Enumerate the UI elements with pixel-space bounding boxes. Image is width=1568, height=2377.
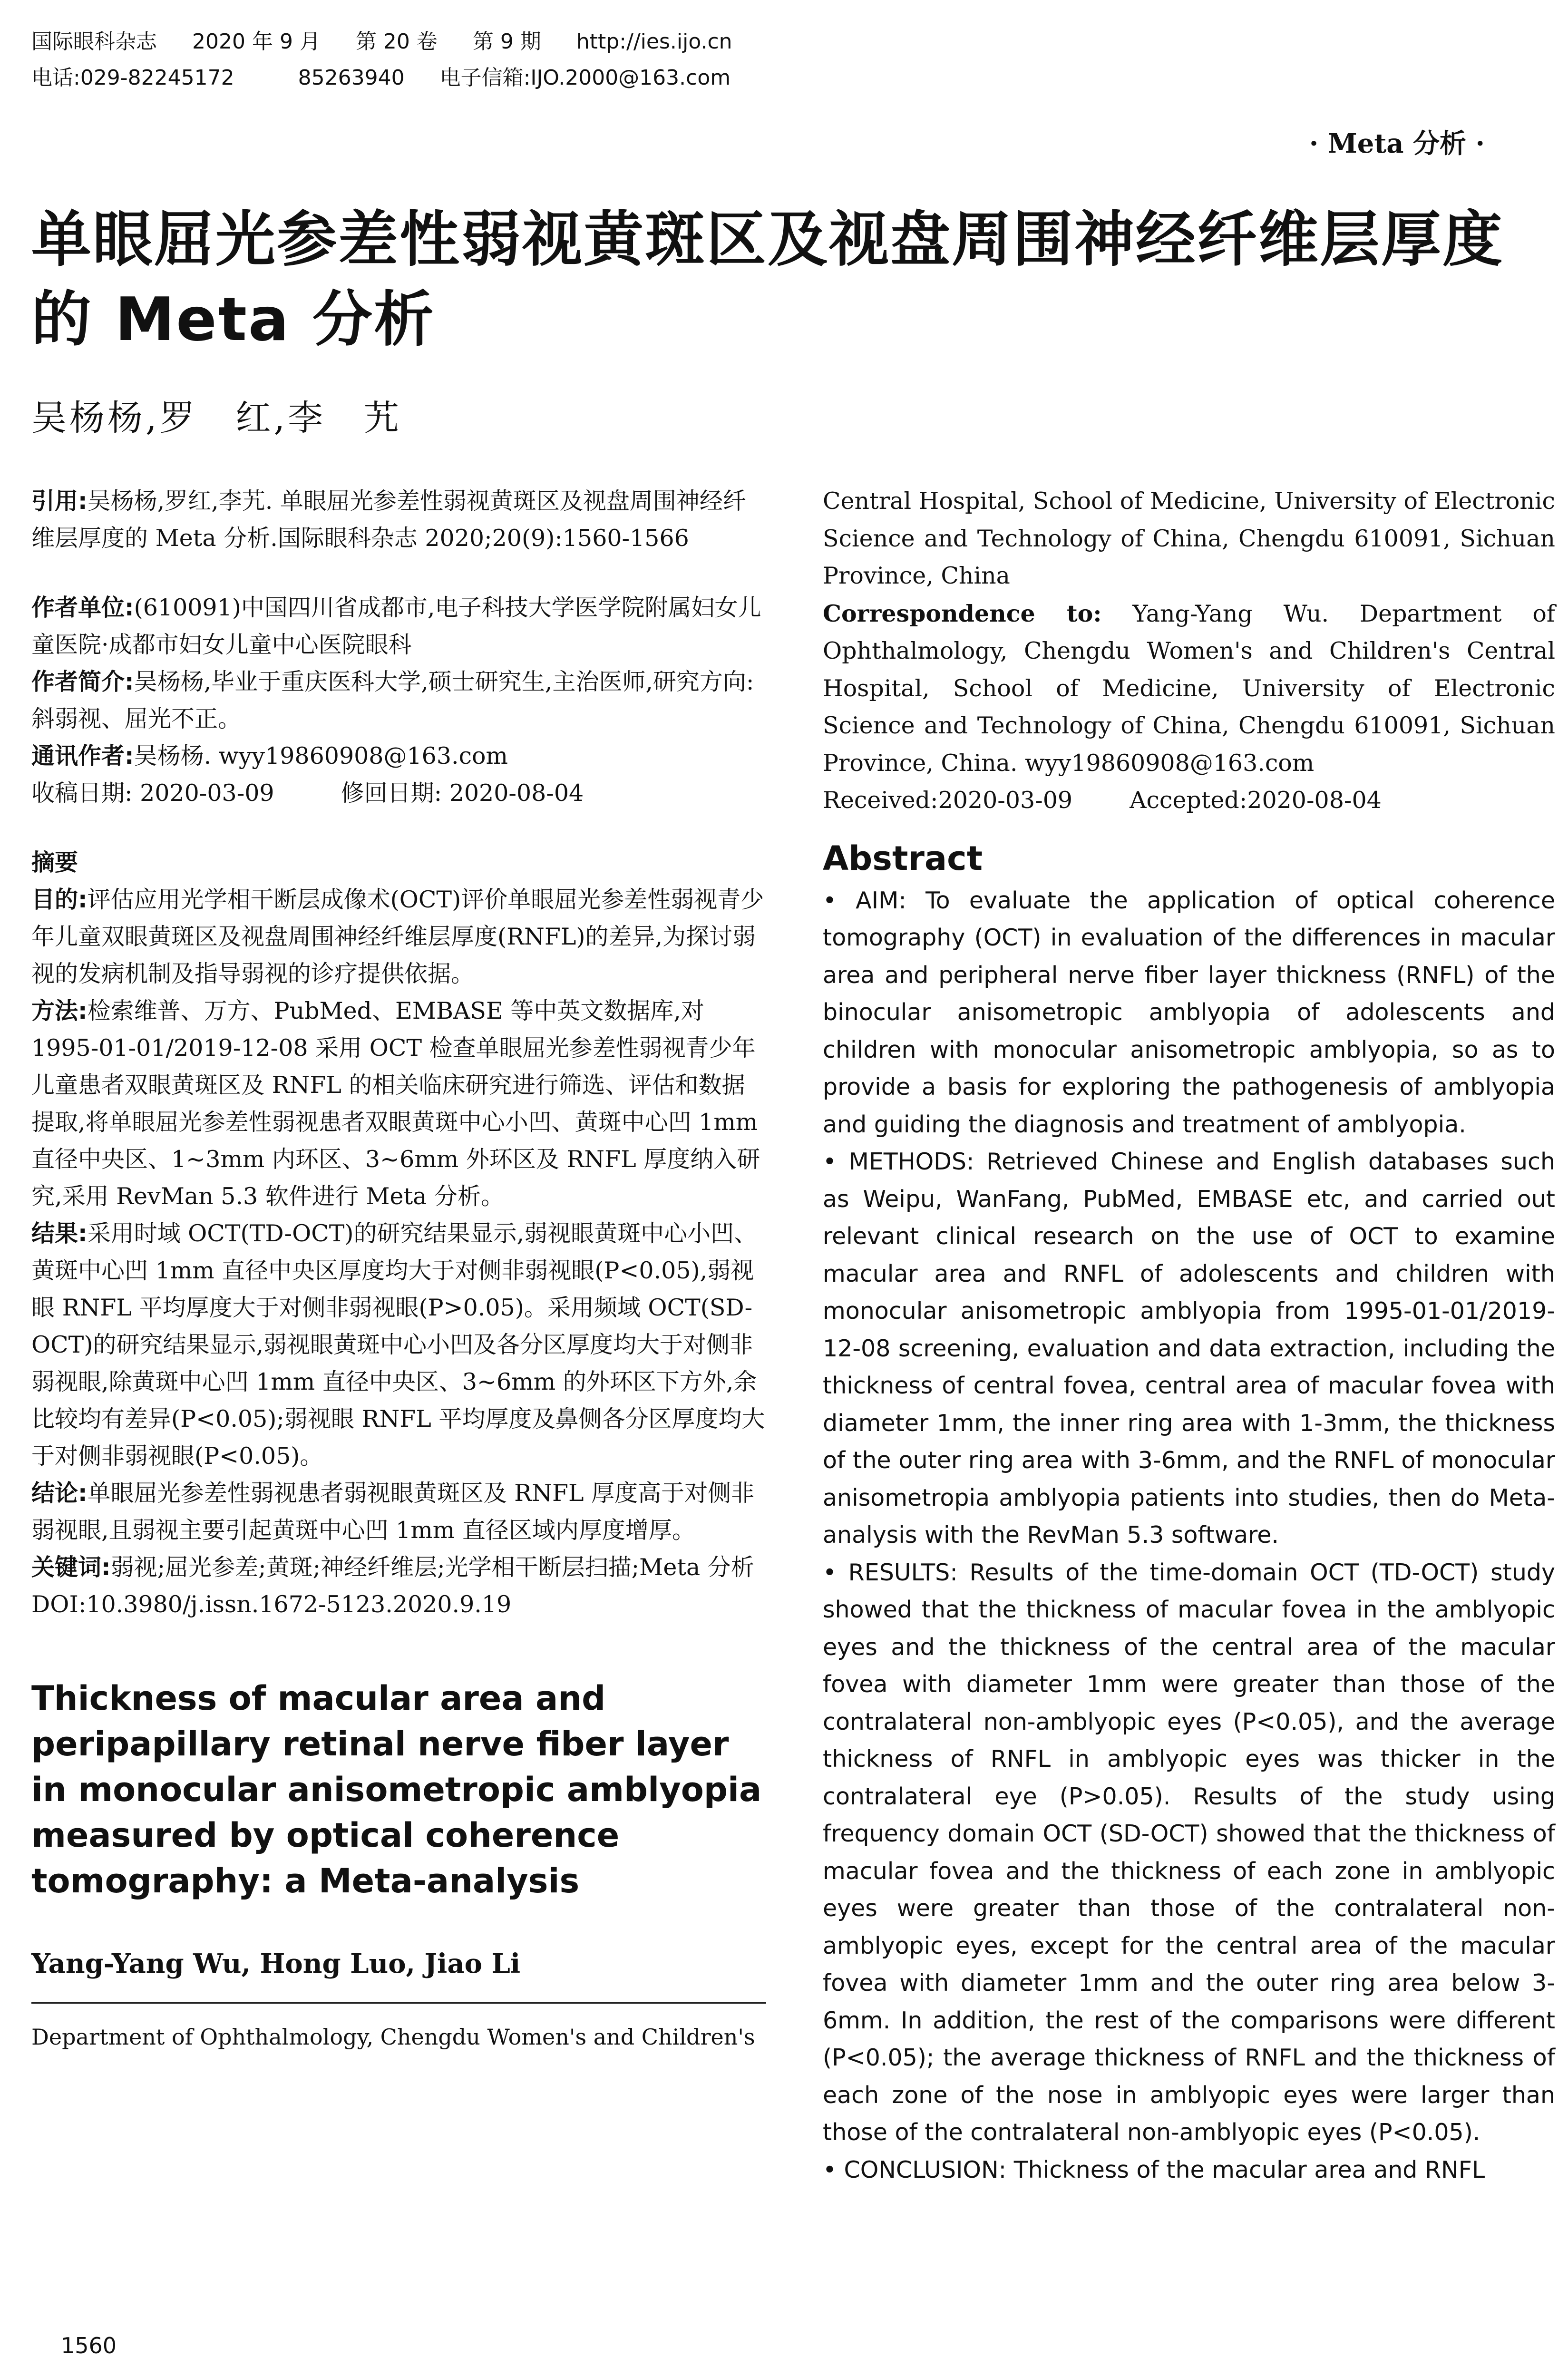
keywords-cn-label: 关键词: xyxy=(31,1554,111,1581)
conclusion-label: • CONCLUSION: xyxy=(823,2156,1007,2183)
telephone: 电话:029-82245172 xyxy=(31,66,234,90)
abstract-cn-results xyxy=(31,1215,766,1475)
doi[interactable]: DOI:10.3980/j.issn.1672-5123.2020.9.19 xyxy=(31,1591,512,1618)
objective-label: 目的: xyxy=(31,886,88,913)
english-abstract-body xyxy=(823,882,1555,2189)
revised-date-cn: 修回日期: 2020-08-04 xyxy=(341,779,584,807)
english-abstract-heading: Abstract xyxy=(823,838,983,878)
results-cn-label: 结果: xyxy=(31,1220,88,1247)
issue-date: 2020 年 9 月 xyxy=(192,29,321,54)
methods-cn-label: 方法: xyxy=(31,997,88,1024)
journal-name: 国际眼科杂志 xyxy=(31,29,157,54)
english-dept-cont: Central Hospital, School of Medicine, University of Electronic Science and Technology of China, Chengdu 610091, Sichuan Province, China xyxy=(823,487,1555,589)
received-date-cn: 收稿日期: 2020-03-09 xyxy=(31,779,274,807)
methods-cn-text: 检索维普、万方、PubMed、EMBASE 等中英文数据库,对 1995-01-01/2019-12-08 采用 OCT 检查单眼屈光参差性弱视青少年儿童患者双眼黄斑区及 RNFL 的相关临床研究进行筛选、评估和数据提取,将单眼屈光参差性弱视患者双眼黄斑中心小凹、黄斑中心凹 1mm 直径中央区、1~3mm 内环区、3~6mm 外环区及 RNFL 厚度纳入研究,采用 RevMan 5.3 软件进行 Meta 分析。 xyxy=(31,997,760,1210)
section-tag: · Meta 分析 · xyxy=(1309,128,1485,159)
right-column xyxy=(823,483,1555,2189)
citation-text: 吴杨杨,罗红,李艽. 单眼屈光参差性弱视黄斑区及视盘周围神经纤维层厚度的 Meta 分析.国际眼科杂志 2020;20(9):1560-1566 xyxy=(31,487,746,552)
abstract-cn-conclusion xyxy=(31,1475,766,1549)
divider-rule xyxy=(31,2002,766,2004)
aim-label: • AIM: xyxy=(823,887,906,914)
english-authors: Yang-Yang Wu, Hong Luo, Jiao Li xyxy=(31,1948,521,1979)
conclusion-cn-label: 结论: xyxy=(31,1480,88,1507)
page-number: 1560 xyxy=(61,2333,117,2358)
conclusion-cn-text: 单眼屈光参差性弱视患者弱视眼黄斑区及 RNFL 厚度高于对侧非弱视眼,且弱视主要引起黄斑中心凹 1mm 直径区域内厚度增厚。 xyxy=(31,1480,755,1544)
results-cn-text: 采用时域 OCT(TD-OCT)的研究结果显示,弱视眼黄斑中心小凹、黄斑中心凹 1mm 直径中央区厚度均大于对侧非弱视眼(P<0.05),弱视眼 RNFL 平均厚度大于对侧非弱视眼(P>0.05)。采用频域 OCT(SD-OCT)的研究结果显示,弱视眼黄斑中心小凹及各分区厚度均大于对侧非弱视眼,除黄斑中心凹 1mm 直径中央区、3~6mm 的外环区下方外,余比较均有差异(P<0.05);弱视眼 RNFL 平均厚度及鼻侧各分区厚度均大于对侧非弱视眼(P<0.05)。 xyxy=(31,1220,765,1470)
english-accepted: Accepted:2020-08-04 xyxy=(1130,787,1382,814)
journal-header-line2 xyxy=(31,64,759,92)
english-corr-label: Correspondence to: xyxy=(823,599,1102,627)
issue: 第 9 期 xyxy=(472,29,541,54)
telephone-2: 85263940 xyxy=(298,66,405,90)
aim-text: To evaluate the application of optical coherence tomography (OCT) in evaluation of the differences in macular area and peripheral nerve fiber layer thickness (RNFL) of the binocular anisometropic amblyopia of adolescents and children with monocular anisometropic amblyopia, so as to provide a basis for exploring the pathogenesis of amblyopia and guiding the diagnosis and treatment of amblyopia. xyxy=(823,887,1555,1138)
bio-text: 吴杨杨,毕业于重庆医科大学,硕士研究生,主治医师,研究方向:斜弱视、屈光不正。 xyxy=(31,668,754,732)
citation-label: 引用: xyxy=(31,487,88,515)
keywords-cn xyxy=(31,1549,766,1586)
english-dates xyxy=(823,782,1555,819)
article-title: 单眼屈光参差性弱视黄斑区及视盘周围神经纤维层厚度的 Meta 分析 xyxy=(31,205,1504,354)
left-column xyxy=(31,483,766,2054)
journal-header-line1 xyxy=(31,28,761,56)
english-methods xyxy=(823,1143,1555,1554)
abstract-cn-objective xyxy=(31,881,766,993)
authors-chinese: 吴杨杨,罗 红,李 艽 xyxy=(31,398,402,438)
conclusion-text: Thickness of the macular area and RNFL xyxy=(1013,2156,1485,2183)
author-bio xyxy=(31,663,766,738)
english-results xyxy=(823,1554,1555,2152)
affiliation-text: (610091)中国四川省成都市,电子科技大学医学院附属妇女儿童医院·成都市妇女儿童中心医院眼科 xyxy=(31,594,761,658)
correspondence-cn-text[interactable]: 吴杨杨. wyy19860908@163.com xyxy=(134,742,508,770)
citation xyxy=(31,483,766,557)
journal-email[interactable]: 电子信箱:IJO.2000@163.com xyxy=(439,66,731,90)
bio-label: 作者简介: xyxy=(31,668,134,695)
journal-url[interactable]: http://ies.ijo.cn xyxy=(576,29,732,54)
methods-text: Retrieved Chinese and English databases such as Weipu, WanFang, PubMed, EMBASE etc, and carried out relevant clinical research on the use of OCT to examine macular area and RNFL of adolescents and children with monocular anisometropic amblyopia from 1995-01-01/2019-12-08 screening, evaluation and data extraction, including the thickness of central fovea, central area of macular fovea with diameter 1mm, the inner ring area with 1-3mm, the thickness of the outer ring area with 3-6mm, and the RNFL of monocular anisometropia amblyopia patients into studies, then do Meta-analysis with the RevMan 5.3 software. xyxy=(823,1148,1556,1549)
objective-text: 评估应用光学相干断层成像术(OCT)评价单眼屈光参差性弱视青少年儿童双眼黄斑区及视盘周围神经纤维层厚度(RNFL)的差异,为探讨弱视的发病机制及指导弱视的诊疗提供依据。 xyxy=(31,886,764,987)
abstract-cn-heading: 摘要 xyxy=(31,849,78,876)
dates-cn xyxy=(31,775,766,812)
english-conclusion xyxy=(823,2152,1555,2189)
english-received: Received:2020-03-09 xyxy=(823,787,1073,814)
english-aim xyxy=(823,882,1555,1144)
affiliation-label: 作者单位: xyxy=(31,594,134,621)
english-dept-start: Department of Ophthalmology, Chengdu Women's and Children's xyxy=(31,2024,755,2050)
volume: 第 20 卷 xyxy=(355,29,438,54)
correspondence-cn-label: 通讯作者: xyxy=(31,742,134,770)
correspondence-cn xyxy=(31,738,766,775)
english-corr-text: Yang-Yang Wu. Department of Ophthalmology, Chengdu Women's and Children's Central Hospital, School of Medicine, University of Electronic Science and Technology of China, Chengdu 610091, Sichuan Province, China. wyy19860908@163.com xyxy=(823,600,1556,777)
abstract-cn-methods xyxy=(31,993,766,1215)
affiliation xyxy=(31,589,766,663)
english-title: Thickness of macular area and peripapillary retinal nerve fiber layer in monocular anisometropic amblyopia measured by optical coherence tomography: a Meta-analysis xyxy=(31,1679,762,1900)
results-text: Results of the time-domain OCT (TD-OCT) study showed that the thickness of macular fovea in the amblyopic eyes and the thickness of the central area of the macular fovea with diameter 1mm were greater than those of the contralateral non-amblyopic eyes (P<0.05), and the average thickness of RNFL in amblyopic eyes was thicker in the contralateral eye (P>0.05). Results of the study using frequency domain OCT (SD-OCT) showed that the thickness of macular fovea and the thickness of each zone in amblyopic eyes were greater than those of the contralateral non-amblyopic eyes, except for the central area of the macular fovea with diameter 1mm and the outer ring area below 3-6mm. In addition, the rest of the comparisons were different (P<0.05); the average thickness of RNFL and the thickness of each zone of the nose in amblyopic eyes were larger than those of the contralateral non-amblyopic eyes (P<0.05). xyxy=(823,1559,1555,2146)
english-correspondence xyxy=(823,595,1555,782)
keywords-cn-text: 弱视;屈光参差;黄斑;神经纤维层;光学相干断层扫描;Meta 分析 xyxy=(110,1554,754,1581)
results-label: • RESULTS: xyxy=(823,1559,958,1586)
methods-label: • METHODS: xyxy=(823,1148,974,1175)
